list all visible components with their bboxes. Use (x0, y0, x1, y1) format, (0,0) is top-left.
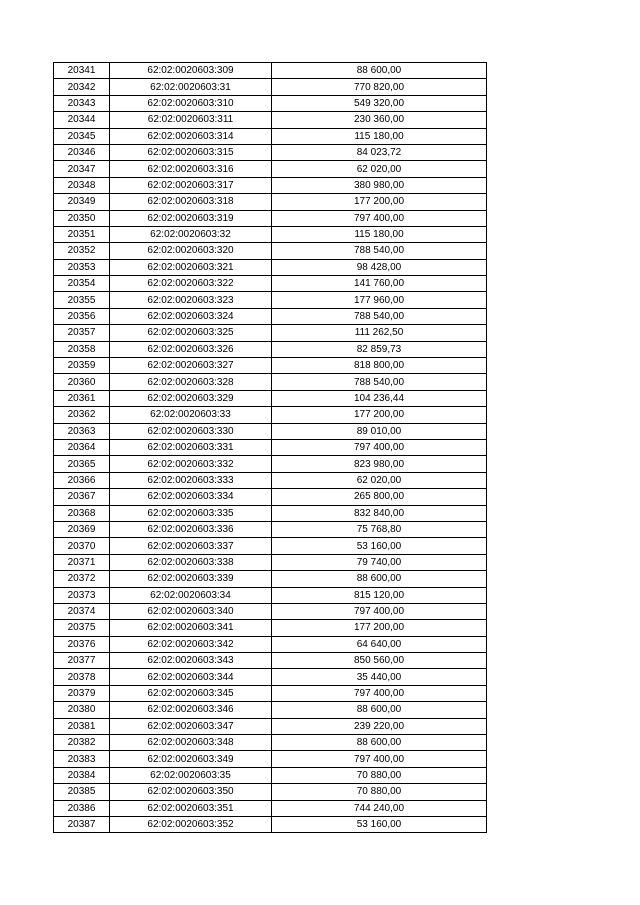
table-row (54, 587, 487, 603)
cadastral-number-cell: 62:02:0020603:32 (110, 226, 272, 242)
table-row (54, 210, 487, 226)
row-number-cell: 20381 (54, 718, 110, 734)
row-number-cell: 20346 (54, 144, 110, 160)
cadastral-value-cell: 177 200,00 (272, 194, 487, 210)
cadastral-number-cell: 62:02:0020603:338 (110, 554, 272, 570)
cadastral-value-cell: 788 540,00 (272, 243, 487, 259)
cadastral-number-cell: 62:02:0020603:314 (110, 128, 272, 144)
row-number-cell: 20347 (54, 161, 110, 177)
cadastral-number-cell: 62:02:0020603:332 (110, 456, 272, 472)
table-row (54, 161, 487, 177)
cadastral-value-cell: 797 400,00 (272, 439, 487, 455)
row-number-cell: 20371 (54, 554, 110, 570)
cadastral-value-cell: 177 960,00 (272, 292, 487, 308)
cadastral-value-cell: 82 859,73 (272, 341, 487, 357)
cadastral-number-cell: 62:02:0020603:316 (110, 161, 272, 177)
cadastral-number-cell: 62:02:0020603:352 (110, 816, 272, 832)
cadastral-value-cell: 75 768,80 (272, 521, 487, 537)
cadastral-value-cell: 177 200,00 (272, 620, 487, 636)
row-number-cell: 20352 (54, 243, 110, 259)
cadastral-value-cell: 88 600,00 (272, 735, 487, 751)
cadastral-number-cell: 62:02:0020603:323 (110, 292, 272, 308)
cadastral-number-cell: 62:02:0020603:325 (110, 325, 272, 341)
row-number-cell: 20387 (54, 816, 110, 832)
cadastral-number-cell: 62:02:0020603:346 (110, 702, 272, 718)
table-row (54, 144, 487, 160)
row-number-cell: 20357 (54, 325, 110, 341)
row-number-cell: 20386 (54, 800, 110, 816)
cadastral-number-cell: 62:02:0020603:349 (110, 751, 272, 767)
cadastral-number-cell: 62:02:0020603:309 (110, 63, 272, 79)
cadastral-value-cell: 104 236,44 (272, 390, 487, 406)
cadastral-value-cell: 177 200,00 (272, 407, 487, 423)
cadastral-value-cell: 265 800,00 (272, 489, 487, 505)
row-number-cell: 20374 (54, 603, 110, 619)
cadastral-value-cell: 141 760,00 (272, 276, 487, 292)
cadastral-number-cell: 62:02:0020603:326 (110, 341, 272, 357)
table-row (54, 800, 487, 816)
table-row (54, 505, 487, 521)
row-number-cell: 20343 (54, 95, 110, 111)
cadastral-value-cell: 797 400,00 (272, 685, 487, 701)
table-row (54, 390, 487, 406)
table-row (54, 669, 487, 685)
cadastral-number-cell: 62:02:0020603:331 (110, 439, 272, 455)
cadastral-value-cell: 115 180,00 (272, 226, 487, 242)
cadastral-number-cell: 62:02:0020603:350 (110, 784, 272, 800)
row-number-cell: 20368 (54, 505, 110, 521)
row-number-cell: 20349 (54, 194, 110, 210)
cadastral-value-cell: 88 600,00 (272, 702, 487, 718)
cadastral-number-cell: 62:02:0020603:31 (110, 79, 272, 95)
cadastral-number-cell: 62:02:0020603:315 (110, 144, 272, 160)
table-row (54, 128, 487, 144)
table-row (54, 259, 487, 275)
row-number-cell: 20369 (54, 521, 110, 537)
cadastral-number-cell: 62:02:0020603:344 (110, 669, 272, 685)
cadastral-number-cell: 62:02:0020603:336 (110, 521, 272, 537)
row-number-cell: 20375 (54, 620, 110, 636)
cadastral-number-cell: 62:02:0020603:337 (110, 538, 272, 554)
row-number-cell: 20379 (54, 685, 110, 701)
cadastral-number-cell: 62:02:0020603:34 (110, 587, 272, 603)
cadastral-number-cell: 62:02:0020603:339 (110, 571, 272, 587)
table-row (54, 439, 487, 455)
cadastral-value-cell: 88 600,00 (272, 571, 487, 587)
table-row (54, 735, 487, 751)
table-row (54, 751, 487, 767)
table-row (54, 374, 487, 390)
cadastral-number-cell: 62:02:0020603:35 (110, 767, 272, 783)
table-row (54, 325, 487, 341)
cadastral-number-cell: 62:02:0020603:342 (110, 636, 272, 652)
table-row (54, 243, 487, 259)
row-number-cell: 20372 (54, 571, 110, 587)
table-row (54, 226, 487, 242)
table-row (54, 63, 487, 79)
table-row (54, 603, 487, 619)
cadastral-value-cell: 64 640,00 (272, 636, 487, 652)
table-row (54, 685, 487, 701)
cadastral-value-cell: 84 023,72 (272, 144, 487, 160)
cadastral-value-cell: 88 600,00 (272, 63, 487, 79)
row-number-cell: 20358 (54, 341, 110, 357)
cadastral-number-cell: 62:02:0020603:334 (110, 489, 272, 505)
cadastral-value-cell: 818 800,00 (272, 358, 487, 374)
table-row (54, 472, 487, 488)
table-row (54, 767, 487, 783)
row-number-cell: 20348 (54, 177, 110, 193)
cadastral-number-cell: 62:02:0020603:317 (110, 177, 272, 193)
row-number-cell: 20373 (54, 587, 110, 603)
cadastral-value-cell: 380 980,00 (272, 177, 487, 193)
cadastral-value-cell: 111 262,50 (272, 325, 487, 341)
row-number-cell: 20377 (54, 653, 110, 669)
row-number-cell: 20342 (54, 79, 110, 95)
cadastral-value-cell: 797 400,00 (272, 751, 487, 767)
cadastral-number-cell: 62:02:0020603:322 (110, 276, 272, 292)
cadastral-value-cell: 850 560,00 (272, 653, 487, 669)
row-number-cell: 20365 (54, 456, 110, 472)
cadastral-value-cell: 70 880,00 (272, 767, 487, 783)
row-number-cell: 20362 (54, 407, 110, 423)
cadastral-number-cell: 62:02:0020603:311 (110, 112, 272, 128)
table-row (54, 194, 487, 210)
cadastral-value-cell: 549 320,00 (272, 95, 487, 111)
table-row (54, 538, 487, 554)
table-row (54, 702, 487, 718)
table-row (54, 489, 487, 505)
row-number-cell: 20354 (54, 276, 110, 292)
table-row (54, 341, 487, 357)
row-number-cell: 20356 (54, 308, 110, 324)
cadastral-number-cell: 62:02:0020603:343 (110, 653, 272, 669)
cadastral-number-cell: 62:02:0020603:318 (110, 194, 272, 210)
cadastral-value-cell: 239 220,00 (272, 718, 487, 734)
table-row (54, 571, 487, 587)
table-row (54, 407, 487, 423)
cadastral-value-cell: 797 400,00 (272, 210, 487, 226)
table-row (54, 79, 487, 95)
cadastral-number-cell: 62:02:0020603:319 (110, 210, 272, 226)
cadastral-value-cell: 98 428,00 (272, 259, 487, 275)
row-number-cell: 20353 (54, 259, 110, 275)
cadastral-value-cell: 230 360,00 (272, 112, 487, 128)
row-number-cell: 20355 (54, 292, 110, 308)
cadastral-value-cell: 35 440,00 (272, 669, 487, 685)
row-number-cell: 20351 (54, 226, 110, 242)
table-row (54, 358, 487, 374)
cadastral-value-cell: 832 840,00 (272, 505, 487, 521)
row-number-cell: 20360 (54, 374, 110, 390)
table-row (54, 718, 487, 734)
row-number-cell: 20370 (54, 538, 110, 554)
table-row (54, 653, 487, 669)
cadastral-value-cell: 788 540,00 (272, 308, 487, 324)
row-number-cell: 20361 (54, 390, 110, 406)
cadastral-number-cell: 62:02:0020603:351 (110, 800, 272, 816)
cadastral-number-cell: 62:02:0020603:310 (110, 95, 272, 111)
cadastral-number-cell: 62:02:0020603:347 (110, 718, 272, 734)
cadastral-value-cell: 62 020,00 (272, 472, 487, 488)
cadastral-value-cell: 823 980,00 (272, 456, 487, 472)
row-number-cell: 20364 (54, 439, 110, 455)
cadastral-number-cell: 62:02:0020603:321 (110, 259, 272, 275)
row-number-cell: 20341 (54, 63, 110, 79)
cadastral-number-cell: 62:02:0020603:341 (110, 620, 272, 636)
row-number-cell: 20380 (54, 702, 110, 718)
row-number-cell: 20383 (54, 751, 110, 767)
document-page (53, 62, 486, 833)
row-number-cell: 20344 (54, 112, 110, 128)
cadastral-value-cell: 770 820,00 (272, 79, 487, 95)
row-number-cell: 20366 (54, 472, 110, 488)
cadastral-value-cell: 89 010,00 (272, 423, 487, 439)
row-number-cell: 20376 (54, 636, 110, 652)
table-row (54, 636, 487, 652)
table-row (54, 292, 487, 308)
row-number-cell: 20378 (54, 669, 110, 685)
cadastral-value-cell: 815 120,00 (272, 587, 487, 603)
row-number-cell: 20359 (54, 358, 110, 374)
table-row (54, 276, 487, 292)
table-row (54, 112, 487, 128)
table-body (54, 63, 487, 833)
cadastral-value-cell: 744 240,00 (272, 800, 487, 816)
cadastral-number-cell: 62:02:0020603:324 (110, 308, 272, 324)
cadastral-number-cell: 62:02:0020603:328 (110, 374, 272, 390)
row-number-cell: 20367 (54, 489, 110, 505)
row-number-cell: 20350 (54, 210, 110, 226)
row-number-cell: 20385 (54, 784, 110, 800)
cadastral-number-cell: 62:02:0020603:329 (110, 390, 272, 406)
table-row (54, 784, 487, 800)
table-row (54, 456, 487, 472)
cadastral-number-cell: 62:02:0020603:333 (110, 472, 272, 488)
cadastral-number-cell: 62:02:0020603:340 (110, 603, 272, 619)
cadastral-value-cell: 797 400,00 (272, 603, 487, 619)
cadastral-number-cell: 62:02:0020603:335 (110, 505, 272, 521)
cadastral-value-cell: 788 540,00 (272, 374, 487, 390)
table-row (54, 177, 487, 193)
table-row (54, 620, 487, 636)
cadastral-number-cell: 62:02:0020603:330 (110, 423, 272, 439)
table-row (54, 554, 487, 570)
row-number-cell: 20345 (54, 128, 110, 144)
cadastral-number-cell: 62:02:0020603:33 (110, 407, 272, 423)
cadastral-value-cell: 79 740,00 (272, 554, 487, 570)
cadastral-number-cell: 62:02:0020603:348 (110, 735, 272, 751)
cadastral-value-cell: 115 180,00 (272, 128, 487, 144)
cadastral-number-cell: 62:02:0020603:345 (110, 685, 272, 701)
cadastral-value-cell: 53 160,00 (272, 538, 487, 554)
cadastral-value-cell: 62 020,00 (272, 161, 487, 177)
row-number-cell: 20363 (54, 423, 110, 439)
cadastral-number-cell: 62:02:0020603:327 (110, 358, 272, 374)
row-number-cell: 20382 (54, 735, 110, 751)
table-row (54, 308, 487, 324)
table-row (54, 95, 487, 111)
table-row (54, 816, 487, 832)
cadastral-value-cell: 70 880,00 (272, 784, 487, 800)
cadastral-value-table (53, 62, 487, 833)
cadastral-number-cell: 62:02:0020603:320 (110, 243, 272, 259)
cadastral-value-cell: 53 160,00 (272, 816, 487, 832)
table-row (54, 423, 487, 439)
row-number-cell: 20384 (54, 767, 110, 783)
table-row (54, 521, 487, 537)
